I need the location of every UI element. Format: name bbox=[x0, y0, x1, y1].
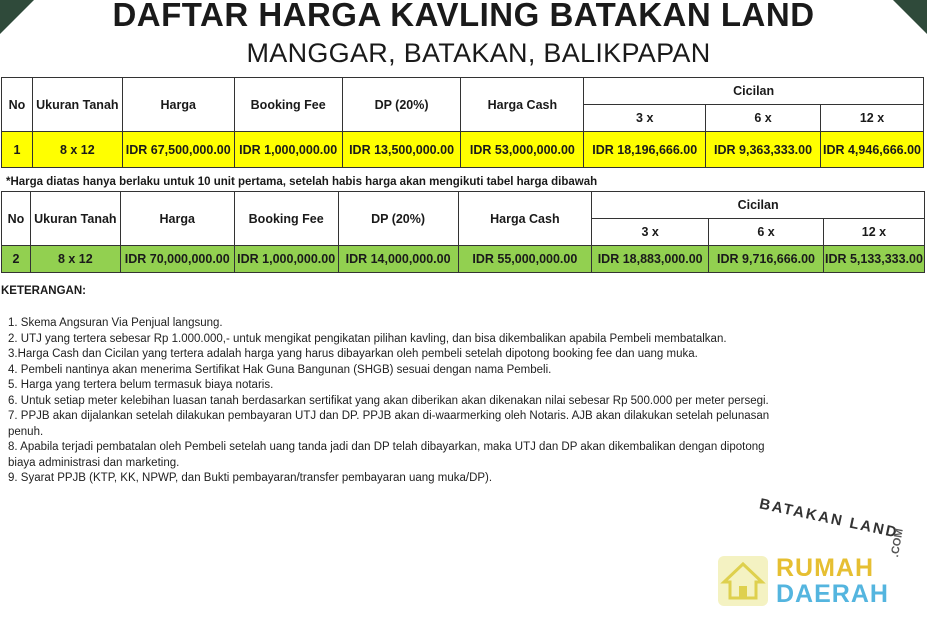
table-row bbox=[2, 132, 924, 168]
header-harga: Harga bbox=[120, 192, 234, 246]
header-cicilan-12x: 12 x bbox=[820, 105, 923, 132]
header-cicilan-3x: 3 x bbox=[584, 105, 706, 132]
cell-cicilan-3x: IDR 18,196,666.00 bbox=[584, 132, 706, 168]
header-dp: DP (20%) bbox=[342, 78, 461, 132]
header-dp: DP (20%) bbox=[338, 192, 458, 246]
house-logo-icon bbox=[718, 556, 768, 606]
cell-no: 2 bbox=[2, 246, 31, 273]
cell-dp: IDR 13,500,000.00 bbox=[342, 132, 461, 168]
header-ukuran: Ukuran Tanah bbox=[30, 192, 120, 246]
cell-booking: IDR 1,000,000.00 bbox=[234, 246, 338, 273]
header-ukuran: Ukuran Tanah bbox=[32, 78, 122, 132]
cell-harga: IDR 67,500,000.00 bbox=[122, 132, 234, 168]
header-booking: Booking Fee bbox=[234, 78, 342, 132]
table-row bbox=[2, 246, 925, 273]
header-cash: Harga Cash bbox=[458, 192, 592, 246]
list-item: 3.Harga Cash dan Cicilan yang tertera adalah harga yang harus dibayarkan oleh pembeli setelah dipotong booking fee dan uang muka. bbox=[8, 348, 698, 360]
header-cicilan-6x: 6 x bbox=[706, 105, 821, 132]
list-item: 2. UTJ yang tertera sebesar Rp 1.000.000,- untuk mengikat pengikatan pilihan kavling, dan bisa dikembalikan apabila Pembeli membatalkan. bbox=[8, 332, 727, 345]
header-cash: Harga Cash bbox=[461, 78, 584, 132]
cell-cicilan-12x: IDR 4,946,666.00 bbox=[820, 132, 923, 168]
list-item: 5. Harga yang tertera belum termasuk biaya notaris. bbox=[8, 379, 274, 391]
list-item: 9. Syarat PPJB (KTP, KK, NPWP, dan Bukti pembayaran/transfer pembayaran uang muka/DP). bbox=[8, 472, 493, 484]
header-cicilan-6x: 6 x bbox=[709, 219, 824, 246]
header-harga: Harga bbox=[122, 78, 234, 132]
list-item: 4. Pembeli nantinya akan menerima Sertifikat Hak Guna Bangunan (SHGB) sesuai dengan nama Pembeli. bbox=[8, 363, 552, 376]
keterangan-list bbox=[8, 316, 808, 487]
cell-booking: IDR 1,000,000.00 bbox=[234, 132, 342, 168]
list-item: 6. Untuk setiap meter kelebihan luasan tanah berdasarkan sertifikat yang akan diberikan akan dikenakan nilai sebesar Rp 500.000 per meter persegi. bbox=[8, 394, 769, 407]
cell-harga: IDR 70,000,000.00 bbox=[120, 246, 234, 273]
watermark-batakan-land: BATAKAN LAND bbox=[757, 495, 900, 542]
header-cicilan: Cicilan bbox=[584, 78, 924, 105]
cell-cash: IDR 55,000,000.00 bbox=[458, 246, 592, 273]
list-item: 8. Apabila terjadi pembatalan oleh Pembeli setelah uang tanda jadi dan DP telah dibayarkan, maka UTJ dan DP akan dikembalikan dengan dipotong biaya administrasi dan marketing. bbox=[8, 441, 765, 469]
header-no: No bbox=[2, 192, 31, 246]
watermark-logo-line2: DAERAH bbox=[776, 580, 889, 608]
cell-ukuran: 8 x 12 bbox=[32, 132, 122, 168]
cell-no: 1 bbox=[2, 132, 33, 168]
price-table-1 bbox=[1, 77, 924, 168]
keterangan-title: KETERANGAN: bbox=[1, 285, 86, 297]
cell-cicilan-6x: IDR 9,363,333.00 bbox=[706, 132, 821, 168]
list-item: 1. Skema Angsuran Via Penjual langsung. bbox=[8, 317, 223, 329]
page-subtitle: MANGGAR, BATAKAN, BALIKPAPAN bbox=[246, 38, 711, 68]
cell-cash: IDR 53,000,000.00 bbox=[461, 132, 584, 168]
cell-dp: IDR 14,000,000.00 bbox=[338, 246, 458, 273]
watermark-logo-suffix: .COM bbox=[889, 527, 906, 559]
cell-cicilan-6x: IDR 9,716,666.00 bbox=[709, 246, 824, 273]
cell-cicilan-12x: IDR 5,133,333.00 bbox=[823, 246, 924, 273]
watermark-logo-line1: RUMAH bbox=[776, 554, 875, 582]
price-note: *Harga diatas hanya berlaku untuk 10 unit pertama, setelah habis harga akan mengikuti tabel harga dibawah bbox=[6, 176, 598, 188]
cell-cicilan-3x: IDR 18,883,000.00 bbox=[592, 246, 709, 273]
header-cicilan: Cicilan bbox=[592, 192, 925, 219]
cell-ukuran: 8 x 12 bbox=[30, 246, 120, 273]
page-title: DAFTAR HARGA KAVLING BATAKAN LAND bbox=[112, 0, 815, 33]
header-cicilan-3x: 3 x bbox=[592, 219, 709, 246]
list-item: 7. PPJB akan dijalankan setelah dilakukan pembayaran UTJ dan DP. PPJB akan di-waarmerking oleh Notaris. AJB akan dilakukan setelah pelunasan penuh. bbox=[8, 410, 770, 438]
header-booking: Booking Fee bbox=[234, 192, 338, 246]
header-cicilan-12x: 12 x bbox=[823, 219, 924, 246]
price-table-2 bbox=[1, 191, 925, 273]
header-no: No bbox=[2, 78, 33, 132]
